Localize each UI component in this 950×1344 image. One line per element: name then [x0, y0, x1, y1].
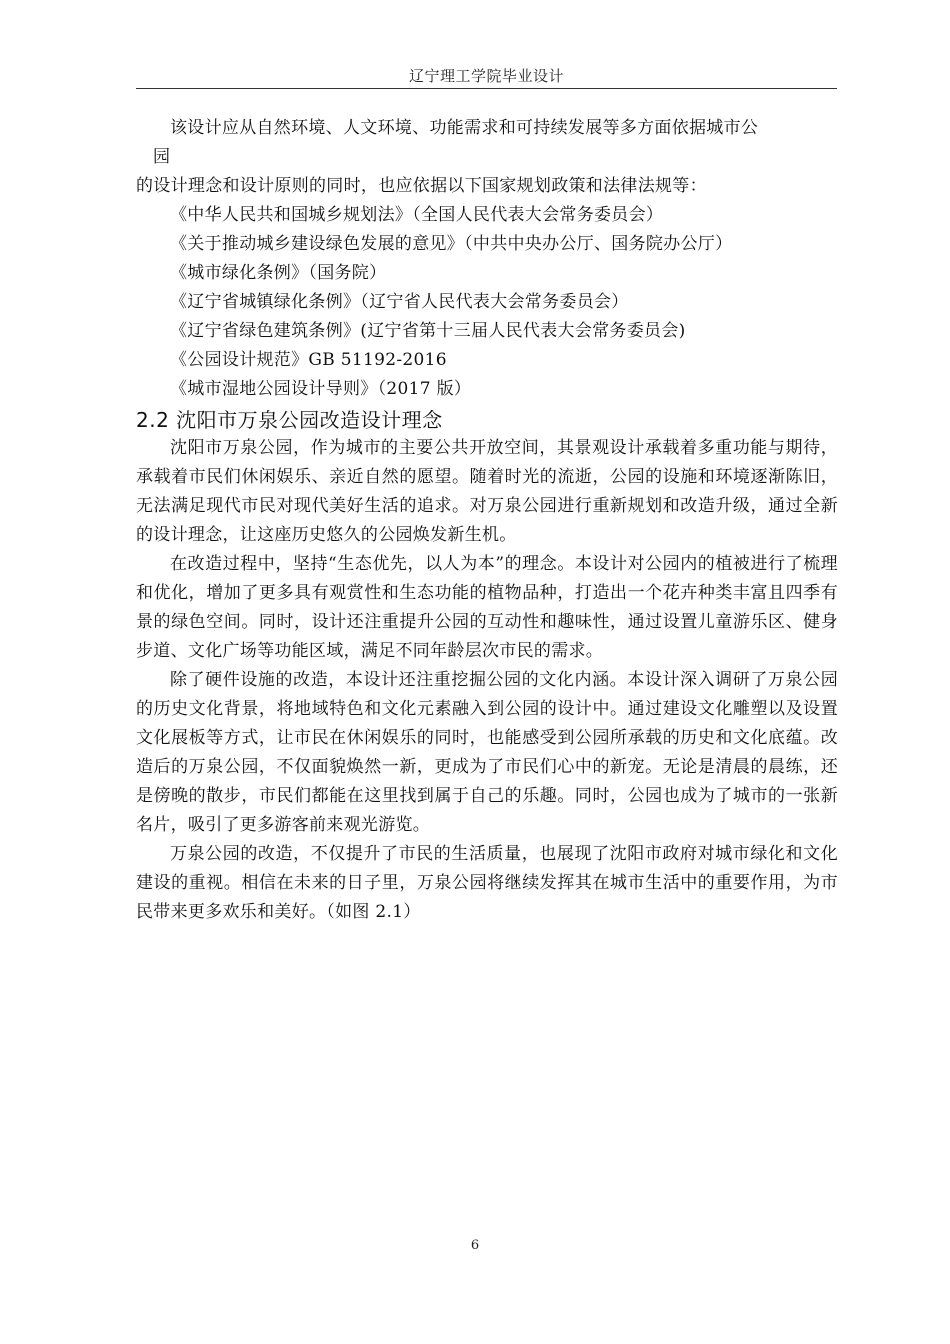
- regulation-item: 《辽宁省城镇绿化条例》（辽宁省人民代表大会常务委员会）: [170, 292, 629, 312]
- body-paragraph: 万泉公园的改造，不仅提升了市民的生活质量，也展现了沈阳市政府对城市绿化和文化建设的重视。相信在未来的日子里，万泉公园将继续发挥其在城市生活中的重要作用，为市民带来更多欢乐和美好。（如图 2.1）: [136, 844, 838, 922]
- regulation-item: 《关于推动城乡建设绿色发展的意见》（中共中央办公厅、国务院办公厅）: [170, 234, 733, 254]
- intro-paragraph-line-2: 的设计理念和设计原则的同时，也应依据以下国家规划政策和法律法规等：: [136, 176, 707, 196]
- intro-paragraph-orphan: 园: [153, 147, 171, 167]
- intro-paragraph-line-1: 该设计应从自然环境、人文环境、功能需求和可持续发展等多方面依据城市公: [170, 118, 759, 138]
- body-paragraph: 在改造过程中，坚持“生态优先，以人为本”的理念。本设计对公园内的植被进行了梳理和优化，增加了更多具有观赏性和生态功能的植物品种，打造出一个花卉种类丰富且四季有景的绿色空间。同时，设计还注重提升公园的互动性和趣味性，通过设置儿童游乐区、健身步道、文化广场等功能区域，满足不同年龄层次市民的需求。: [136, 554, 838, 661]
- running-header: 辽宁理工学院毕业设计: [408, 67, 564, 85]
- header-rule: [136, 88, 837, 89]
- regulation-item: 《城市绿化条例》（国务院）: [170, 263, 387, 283]
- regulation-item: 《中华人民共和国城乡规划法》（全国人民代表大会常务委员会）: [170, 205, 664, 225]
- regulation-item: 《辽宁省绿色建筑条例》(辽宁省第十三届人民代表大会常务委员会): [170, 321, 686, 341]
- body-paragraph: 沈阳市万泉公园，作为城市的主要公共开放空间，其景观设计承载着多重功能与期待，承载着市民们休闲娱乐、亲近自然的愿望。随着时光的流逝，公园的设施和环境逐渐陈旧，无法满足现代市民对现代美好生活的追求。对万泉公园进行重新规划和改造升级，通过全新的设计理念，让这座历史悠久的公园焕发新生机。: [136, 438, 838, 545]
- page-number: 6: [470, 1238, 480, 1253]
- body-paragraph: 除了硬件设施的改造，本设计还注重挖掘公园的文化内涵。本设计深入调研了万泉公园的历史文化背景，将地域特色和文化元素融入到公园的设计中。通过建设文化雕塑以及设置文化展板等方式，让市民在休闲娱乐的同时，也能感受到公园所承载的历史和文化底蕴。改造后的万泉公园，不仅面貌焕然一新，更成为了市民们心中的新宠。无论是清晨的晨练，还是傍晚的散步，市民们都能在这里找到属于自己的乐趣。同时，公园也成为了城市的一张新名片，吸引了更多游客前来观光游览。: [136, 670, 838, 835]
- regulation-item: 《城市湿地公园设计导则》（2017 版）: [170, 379, 472, 399]
- regulation-list: [136, 201, 838, 404]
- document-body: [136, 114, 838, 927]
- section-heading: 2.2 沈阳市万泉公园改造设计理念: [136, 408, 443, 432]
- regulation-item: 《公园设计规范》GB 51192-2016: [170, 350, 447, 370]
